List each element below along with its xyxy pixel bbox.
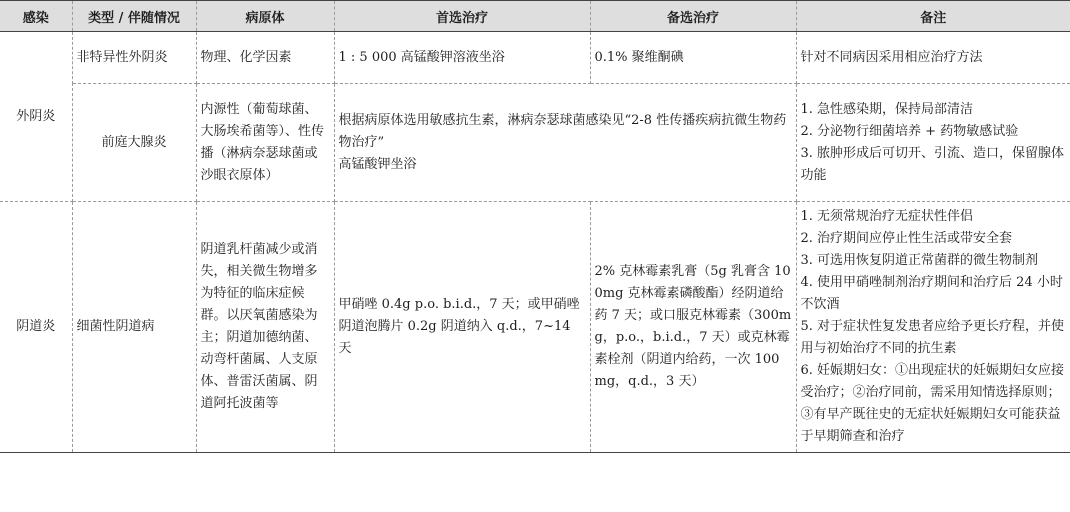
first-choice-cell: 甲硝唑 0.4g p.o. b.i.d.，7 天；或甲硝唑阴道泡腾片 0.2g 阴道纳入 q.d.，7~14 天 [334,202,590,453]
table-row [0,32,1070,84]
note-line: 2. 分泌物行细菌培养 + 药物敏感试验 [800,123,1019,139]
first-choice-cell: 1 : 5 000 高锰酸钾溶液坐浴 [334,32,590,84]
table-row [0,202,1070,453]
header-type: 类型 / 伴随情况 [72,1,196,32]
header-row [0,1,1070,32]
pathogen-cell: 内源性（葡萄球菌、大肠埃希菌等）、性传播（淋病奈瑟球菌或沙眼衣原体） [196,84,334,202]
notes-cell: 针对不同病因采用相应治疗方法 [796,32,1070,84]
header-alternative: 备选治疗 [590,1,796,32]
note-line: 3. 脓肿形成后可切开、引流、造口，保留腺体功能 [800,145,1065,183]
infection-cell: 阴道炎 [0,202,72,453]
treatment-line: 根据病原体选用敏感抗生素，淋病奈瑟球菌感染见“2-8 性传播疾病抗微生物药物治疗” [338,112,787,150]
note-line: 3. 可选用恢复阴道正常菌群的微生物制剂 [800,253,1039,268]
header-notes: 备注 [796,1,1070,32]
pathogen-cell: 物理、化学因素 [196,32,334,84]
type-cell: 细菌性阴道病 [72,202,196,453]
alternative-cell: 2% 克林霉素乳膏（5g 乳膏含 100mg 克林霉素磷酸酯）经阴道给药 7 天；或口服克林霉素（300mg，p.o.，b.i.d.，7 天）或克林霉素栓剂（阴道内给药，一次 100mg，q.d.，3 天） [590,202,796,453]
header-infection: 感染 [0,1,72,32]
pathogen-cell: 阴道乳杆菌减少或消失，相关微生物增多为特征的临床症候群。以厌氧菌感染为主；阴道加德纳菌、动弯杆菌属、人支原体、普雷沃菌属、阴道阿托波菌等 [196,202,334,453]
note-line: 4. 使用甲硝唑制剂治疗期间和治疗后 24 小时不饮酒 [800,275,1063,312]
notes-cell [796,84,1070,202]
type-cell: 非特异性外阴炎 [72,32,196,84]
note-line: 1. 无须常规治疗无症状性伴侣 [800,209,974,224]
note-line: 1. 急性感染期，保持局部清洁 [800,101,974,117]
note-line: 2. 治疗期间应停止性生活或带安全套 [800,231,1013,246]
type-cell: 前庭大腺炎 [72,84,196,202]
infection-cell: 外阴炎 [0,32,72,202]
header-first-choice: 首选治疗 [334,1,590,32]
alternative-cell: 0.1% 聚维酮碘 [590,32,796,84]
note-line: 5. 对于症状性复发患者应给予更长疗程，并使用与初始治疗不同的抗生素 [800,319,1065,356]
header-pathogen: 病原体 [196,1,334,32]
treatment-cell [334,84,796,202]
notes-cell [796,202,1070,453]
note-line: 6. 妊娠期妇女：①出现症状的妊娠期妇女应接受治疗；②治疗同前，需采用知情选择原则；③有早产既往史的无症状妊娠期妇女可能获益于早期筛查和治疗 [800,363,1065,444]
treatment-line: 高锰酸钾坐浴 [338,156,417,172]
table-row [0,84,1070,202]
